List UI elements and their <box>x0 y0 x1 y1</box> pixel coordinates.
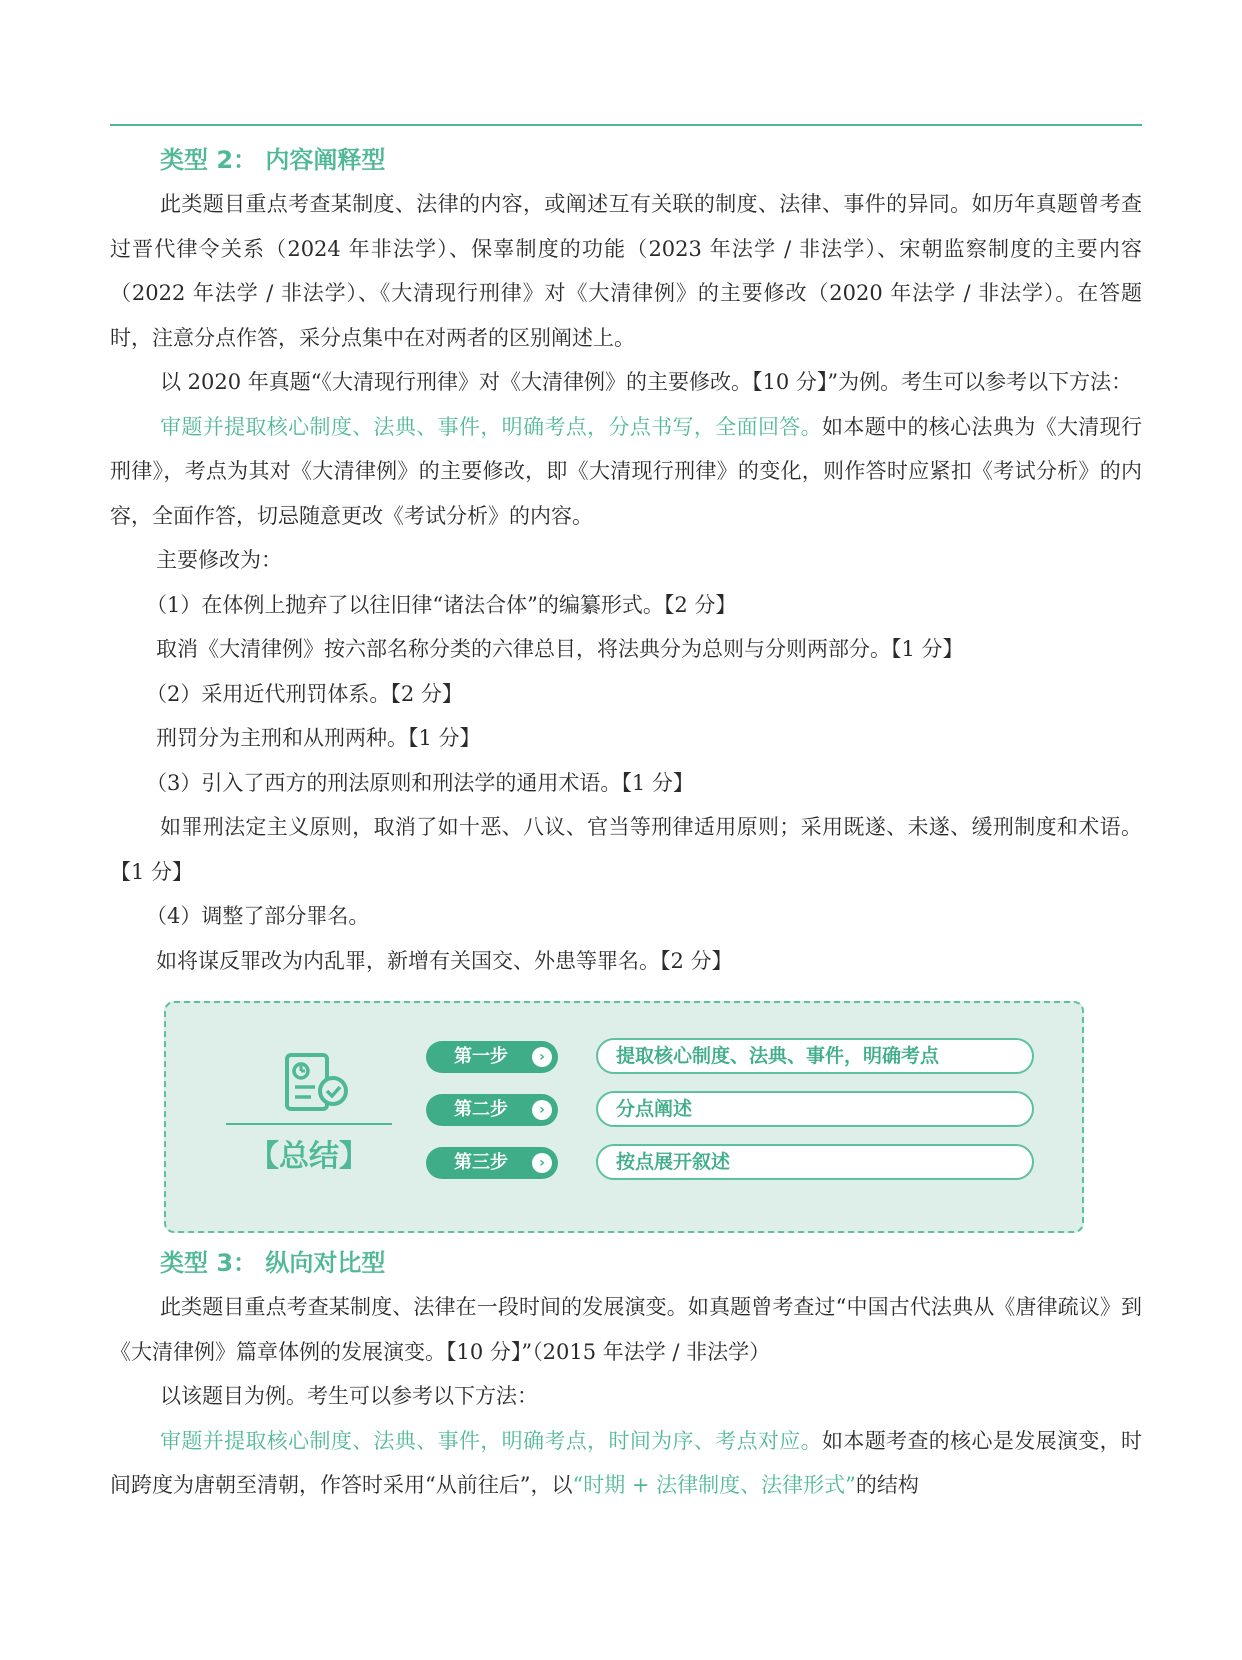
page-content <box>110 138 1142 1508</box>
answer-point-3: （3）引入了西方的刑法原则和刑法学的通用术语。【1 分】 <box>146 770 694 795</box>
document-check-icon <box>281 1051 353 1117</box>
summary-title: 【总结】 <box>249 1139 369 1174</box>
type2-intro: 此类题目重点考查某制度、法律的内容，或阐述互有关联的制度、法律、事件的异同。如历年真题曾考查过晋代律令关系（2024 年非法学）、保辜制度的功能（2023 年法学 / 非法学）、宋朝监察制度的主要内容（2022 年法学 / 非法学）、《大清现行刑律》对《大清律例》的主要修改（2020 年法学 / 非法学）。在答题时，注意分点作答，采分点集中在对两者的区别阐述上。 <box>110 192 1142 350</box>
answer-point-1: （1）在体例上抛弃了以往旧律“诸法合体”的编纂形式。【2 分】 <box>146 592 737 617</box>
type2-method-text: 如本题中的核心法典为《大清现行刑律》，考点为其对《大清律例》的主要修改，即《大清现行刑律》的变化，则作答时应紧扣《考试分析》的内容，全面作答，切忌随意更改《考试分析》的内容。 <box>110 414 1143 528</box>
type3-intro: 此类题目重点考查某制度、法律在一段时间的发展演变。如真题曾考查过“中国古代法典从《唐律疏议》到《大清律例》篇章体例的发展演变。【10 分】”（2015 年法学 / 非法学） <box>110 1295 1142 1364</box>
type3-example: 以该题目为例。考生可以参考以下方法： <box>160 1384 538 1408</box>
header-rule <box>110 124 1142 126</box>
type3-method <box>110 1419 1142 1508</box>
type3-structure-highlight: “时期 + 法律制度、法律形式” <box>572 1473 856 1497</box>
answer-detail-3: 如罪刑法定主义原则，取消了如十恶、八议、官当等刑律适用原则；采用既遂、未遂、缓刑制度和术语。【1 分】 <box>110 815 1142 884</box>
step-label-pill <box>426 1147 558 1179</box>
type3-method-highlight: 审题并提取核心制度、法典、事件，明确考点，时间为序、考点对应。 <box>160 1428 823 1453</box>
summary-step-1 <box>426 1038 1242 1074</box>
chevron-right-icon: › <box>532 1153 552 1173</box>
step-label-pill <box>426 1041 558 1073</box>
chevron-right-icon: › <box>532 1047 552 1067</box>
section-heading-type3: 类型 3： 纵向对比型 <box>160 1249 386 1277</box>
step-description: 分点阐述 <box>596 1091 1034 1127</box>
step-label: 第一步 <box>454 1046 508 1067</box>
section-heading-type2: 类型 2： 内容阐释型 <box>160 146 386 174</box>
type2-example: 以 2020 年真题“《大清现行刑律》对《大清律例》的主要修改。【10 分】”为例。考生可以参考以下方法： <box>160 370 1133 394</box>
step-label-pill <box>426 1094 558 1126</box>
step-label: 第二步 <box>454 1099 508 1120</box>
summary-step-2 <box>426 1091 1242 1127</box>
type2-method-highlight: 审题并提取核心制度、法典、事件，明确考点，分点书写，全面回答。 <box>160 414 823 439</box>
type3-method-end: 的结构 <box>855 1473 919 1497</box>
answer-point-4: （4）调整了部分罪名。 <box>146 904 370 928</box>
summary-step-3 <box>426 1144 1242 1180</box>
answer-detail-2: 刑罚分为主刑和从刑两种。【1 分】 <box>156 726 481 750</box>
answer-point-2: （2）采用近代刑罚体系。【2 分】 <box>146 681 463 706</box>
step-description: 按点展开叙述 <box>596 1144 1034 1180</box>
chevron-right-icon: › <box>532 1100 552 1120</box>
step-label: 第三步 <box>454 1152 508 1173</box>
answer-detail-4: 如将谋反罪改为内乱罪，新增有关国交、外患等罪名。【2 分】 <box>156 948 733 973</box>
answer-lead: 主要修改为： <box>156 548 282 572</box>
summary-divider <box>226 1123 392 1125</box>
type3-method-text: 如本题考查的核心是发展演变，时间跨度为唐朝至清朝，作答时采用“从前往后”，以 <box>110 1428 1143 1497</box>
answer-detail-1: 取消《大清律例》按六部名称分类的六律总目，将法典分为总则与分则两部分。【1 分】 <box>156 637 964 661</box>
summary-panel <box>164 1001 1084 1233</box>
step-description: 提取核心制度、法典、事件，明确考点 <box>596 1038 1034 1074</box>
type2-method <box>110 405 1142 539</box>
